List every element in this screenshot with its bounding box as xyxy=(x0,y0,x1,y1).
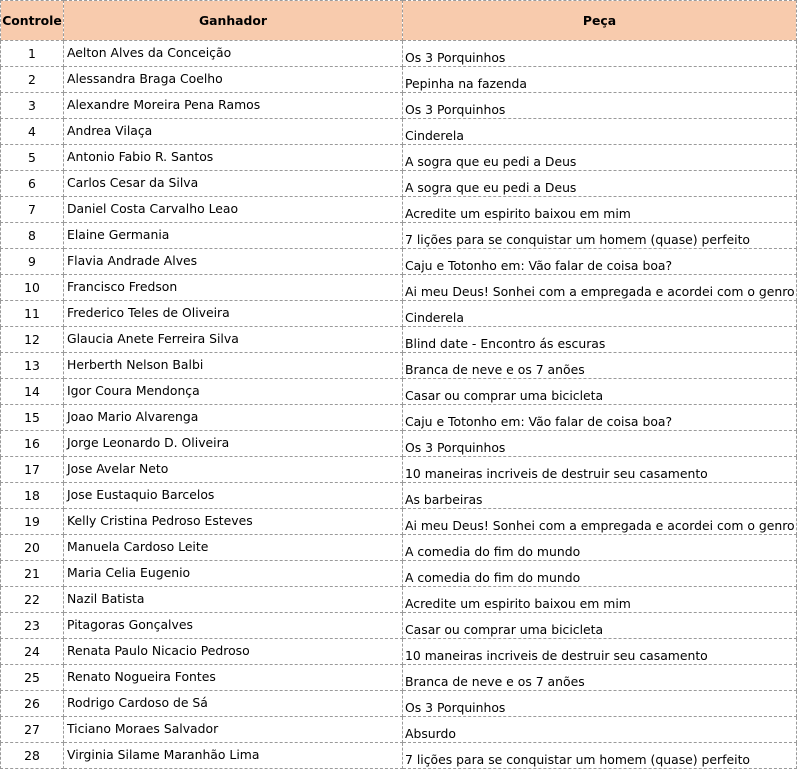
cell-ganhador[interactable]: Alexandre Moreira Pena Ramos xyxy=(64,93,403,119)
cell-controle[interactable]: 13 xyxy=(1,353,64,379)
cell-peca[interactable]: Os 3 Porquinhos xyxy=(403,93,797,119)
cell-controle[interactable]: 8 xyxy=(1,223,64,249)
cell-ganhador[interactable]: Igor Coura Mendonça xyxy=(64,379,403,405)
table-row xyxy=(1,405,797,431)
cell-peca[interactable]: Cinderela xyxy=(403,301,797,327)
cell-ganhador[interactable]: Renato Nogueira Fontes xyxy=(64,665,403,691)
cell-ganhador[interactable]: Virginia Silame Maranhão Lima xyxy=(64,743,403,769)
cell-ganhador[interactable]: Jose Avelar Neto xyxy=(64,457,403,483)
cell-ganhador[interactable]: Rodrigo Cardoso de Sá xyxy=(64,691,403,717)
table-row xyxy=(1,67,797,93)
cell-peca[interactable]: Cinderela xyxy=(403,119,797,145)
cell-ganhador[interactable]: Kelly Cristina Pedroso Esteves xyxy=(64,509,403,535)
table-row xyxy=(1,613,797,639)
cell-controle[interactable]: 10 xyxy=(1,275,64,301)
cell-peca[interactable]: 10 maneiras incriveis de destruir seu casamento xyxy=(403,457,797,483)
cell-peca[interactable]: Acredite um espirito baixou em mim xyxy=(403,197,797,223)
table-row xyxy=(1,561,797,587)
cell-ganhador[interactable]: Joao Mario Alvarenga xyxy=(64,405,403,431)
header-ganhador[interactable]: Ganhador xyxy=(64,1,403,41)
cell-peca[interactable]: Caju e Totonho em: Vão falar de coisa boa? xyxy=(403,405,797,431)
header-row xyxy=(1,1,797,41)
table-row xyxy=(1,587,797,613)
cell-peca[interactable]: Branca de neve e os 7 anões xyxy=(403,665,797,691)
cell-ganhador[interactable]: Francisco Fredson xyxy=(64,275,403,301)
cell-ganhador[interactable]: Flavia Andrade Alves xyxy=(64,249,403,275)
table-row xyxy=(1,743,797,769)
cell-controle[interactable]: 9 xyxy=(1,249,64,275)
cell-peca[interactable]: Blind date - Encontro ás escuras xyxy=(403,327,797,353)
cell-controle[interactable]: 12 xyxy=(1,327,64,353)
cell-controle[interactable]: 18 xyxy=(1,483,64,509)
cell-peca[interactable]: Absurdo xyxy=(403,717,797,743)
cell-peca[interactable]: Pepinha na fazenda xyxy=(403,67,797,93)
cell-controle[interactable]: 24 xyxy=(1,639,64,665)
table-row xyxy=(1,145,797,171)
cell-controle[interactable]: 5 xyxy=(1,145,64,171)
cell-controle[interactable]: 11 xyxy=(1,301,64,327)
cell-peca[interactable]: Casar ou comprar uma bicicleta xyxy=(403,613,797,639)
cell-controle[interactable]: 28 xyxy=(1,743,64,769)
cell-controle[interactable]: 3 xyxy=(1,93,64,119)
table-row xyxy=(1,41,797,67)
cell-peca[interactable]: 7 lições para se conquistar um homem (quase) perfeito xyxy=(403,223,797,249)
cell-peca[interactable]: A sogra que eu pedi a Deus xyxy=(403,145,797,171)
table-row xyxy=(1,327,797,353)
cell-ganhador[interactable]: Aelton Alves da Conceição xyxy=(64,41,403,67)
table-row xyxy=(1,665,797,691)
cell-peca[interactable]: 10 maneiras incriveis de destruir seu casamento xyxy=(403,639,797,665)
cell-peca[interactable]: Os 3 Porquinhos xyxy=(403,431,797,457)
table-row xyxy=(1,535,797,561)
cell-ganhador[interactable]: Nazil Batista xyxy=(64,587,403,613)
cell-controle[interactable]: 19 xyxy=(1,509,64,535)
table-row xyxy=(1,457,797,483)
table-row xyxy=(1,483,797,509)
table-row xyxy=(1,301,797,327)
cell-controle[interactable]: 14 xyxy=(1,379,64,405)
cell-peca[interactable]: Ai meu Deus! Sonhei com a empregada e acordei com o genro xyxy=(403,275,797,301)
cell-controle[interactable]: 26 xyxy=(1,691,64,717)
cell-peca[interactable]: As barbeiras xyxy=(403,483,797,509)
cell-ganhador[interactable]: Carlos Cesar da Silva xyxy=(64,171,403,197)
cell-ganhador[interactable]: Manuela Cardoso Leite xyxy=(64,535,403,561)
cell-controle[interactable]: 27 xyxy=(1,717,64,743)
table-header xyxy=(1,1,797,41)
cell-ganhador[interactable]: Glaucia Anete Ferreira Silva xyxy=(64,327,403,353)
cell-peca[interactable]: A sogra que eu pedi a Deus xyxy=(403,171,797,197)
cell-peca[interactable]: A comedia do fim do mundo xyxy=(403,535,797,561)
table-row xyxy=(1,431,797,457)
cell-ganhador[interactable]: Frederico Teles de Oliveira xyxy=(64,301,403,327)
table-row xyxy=(1,691,797,717)
cell-ganhador[interactable]: Antonio Fabio R. Santos xyxy=(64,145,403,171)
table-row xyxy=(1,93,797,119)
header-controle[interactable]: Controle xyxy=(1,1,64,41)
cell-peca[interactable]: A comedia do fim do mundo xyxy=(403,561,797,587)
cell-controle[interactable]: 4 xyxy=(1,119,64,145)
cell-peca[interactable]: Acredite um espirito baixou em mim xyxy=(403,587,797,613)
cell-peca[interactable]: Casar ou comprar uma bicicleta xyxy=(403,379,797,405)
cell-controle[interactable]: 16 xyxy=(1,431,64,457)
cell-controle[interactable]: 7 xyxy=(1,197,64,223)
cell-peca[interactable]: Caju e Totonho em: Vão falar de coisa boa? xyxy=(403,249,797,275)
table-row xyxy=(1,197,797,223)
cell-peca[interactable]: 7 lições para se conquistar um homem (quase) perfeito xyxy=(403,743,797,769)
table-row xyxy=(1,171,797,197)
cell-peca[interactable]: Os 3 Porquinhos xyxy=(403,41,797,67)
cell-ganhador[interactable]: Alessandra Braga Coelho xyxy=(64,67,403,93)
cell-controle[interactable]: 21 xyxy=(1,561,64,587)
table-row xyxy=(1,717,797,743)
table-row xyxy=(1,119,797,145)
cell-ganhador[interactable]: Andrea Vilaça xyxy=(64,119,403,145)
cell-ganhador[interactable]: Daniel Costa Carvalho Leao xyxy=(64,197,403,223)
cell-ganhador[interactable]: Elaine Germania xyxy=(64,223,403,249)
cell-controle[interactable]: 25 xyxy=(1,665,64,691)
header-peca[interactable]: Peça xyxy=(403,1,797,41)
table-row xyxy=(1,509,797,535)
cell-controle[interactable]: 22 xyxy=(1,587,64,613)
cell-ganhador[interactable]: Herberth Nelson Balbi xyxy=(64,353,403,379)
cell-ganhador[interactable]: Ticiano Moraes Salvador xyxy=(64,717,403,743)
table-body xyxy=(1,41,797,769)
cell-controle[interactable]: 15 xyxy=(1,405,64,431)
cell-controle[interactable]: 2 xyxy=(1,67,64,93)
table-row xyxy=(1,639,797,665)
cell-ganhador[interactable]: Pitagoras Gonçalves xyxy=(64,613,403,639)
cell-ganhador[interactable]: Jose Eustaquio Barcelos xyxy=(64,483,403,509)
cell-controle[interactable]: 23 xyxy=(1,613,64,639)
cell-peca[interactable]: Branca de neve e os 7 anões xyxy=(403,353,797,379)
table-row xyxy=(1,353,797,379)
table-row xyxy=(1,379,797,405)
cell-controle[interactable]: 20 xyxy=(1,535,64,561)
cell-ganhador[interactable]: Renata Paulo Nicacio Pedroso xyxy=(64,639,403,665)
cell-controle[interactable]: 6 xyxy=(1,171,64,197)
cell-controle[interactable]: 17 xyxy=(1,457,64,483)
cell-peca[interactable]: Os 3 Porquinhos xyxy=(403,691,797,717)
table-row xyxy=(1,249,797,275)
cell-ganhador[interactable]: Jorge Leonardo D. Oliveira xyxy=(64,431,403,457)
cell-ganhador[interactable]: Maria Celia Eugenio xyxy=(64,561,403,587)
cell-controle[interactable]: 1 xyxy=(1,41,64,67)
cell-peca[interactable]: Ai meu Deus! Sonhei com a empregada e acordei com o genro xyxy=(403,509,797,535)
table-row xyxy=(1,275,797,301)
table-row xyxy=(1,223,797,249)
